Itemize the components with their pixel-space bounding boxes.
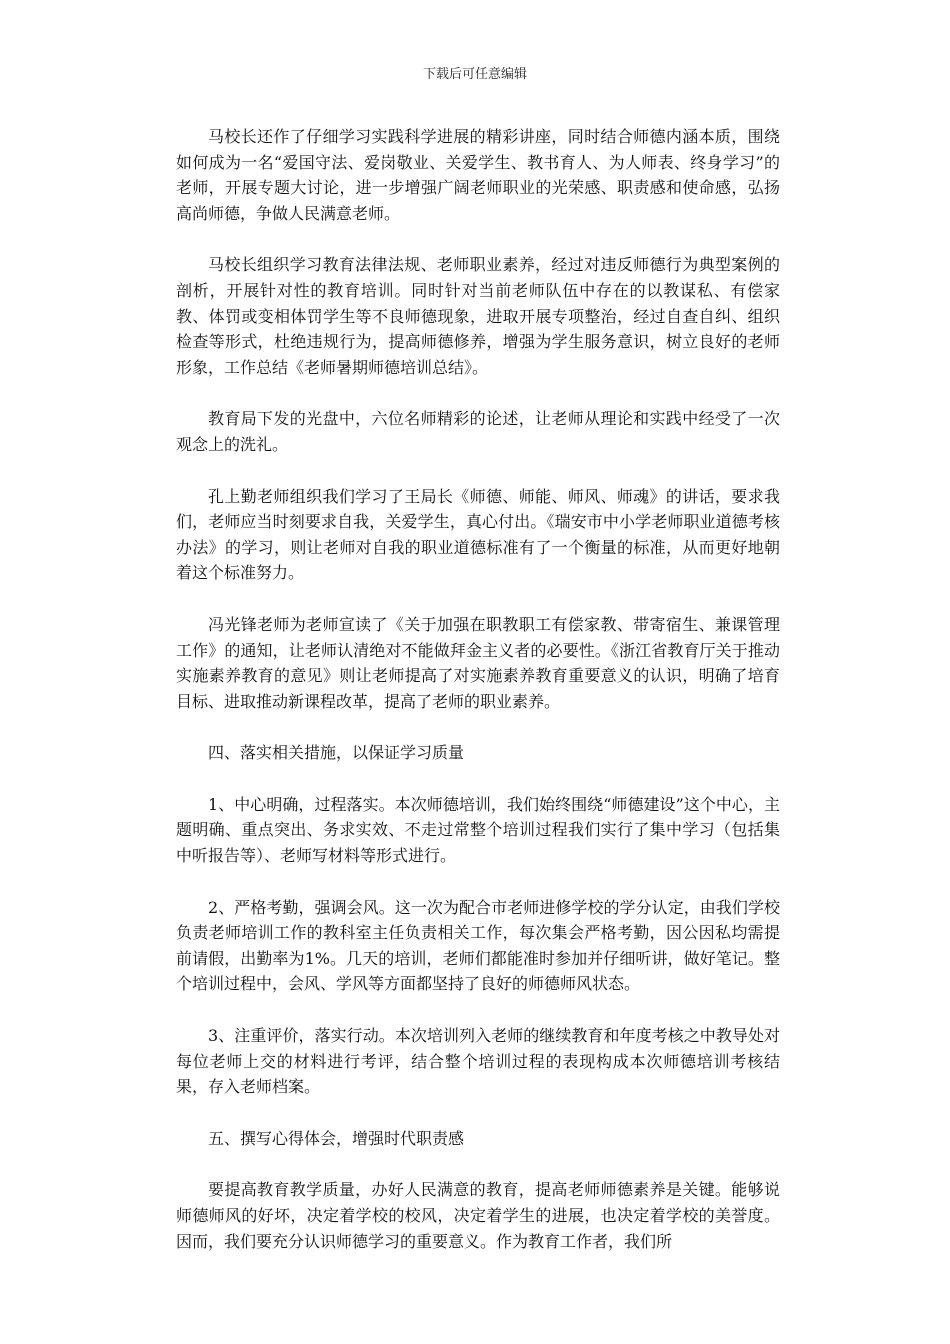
section-heading-5: 五、撰写心得体会，增强时代职责感 [208, 1128, 465, 1148]
paragraph-item-3: 3、注重评价，落实行动。本次培训列入老师的继续教育和年度考核之中教导处对每位老师上交的材料进行考评，结合整个培训过程的表现构成本次师德培训考核结果，存入老师档案。 [176, 1026, 780, 1097]
section-heading-4: 四、落实相关措施，以保证学习质量 [208, 743, 465, 763]
document-body [176, 124, 780, 1280]
paragraph-item-2: 2、严格考勤，强调会风。这一次为配合市老师进修学校的学分认定，由我们学校负责老师培训工作的教科室主任负责相关工作，每次集会严格考勤，因公因私均需提前请假，出勤率为1%。几天的培训，老师们都能准时参加并仔细听讲，做好笔记。整个培训过程中，会风、学风等方面都坚持了良好的师德师风状态。 [176, 897, 780, 994]
paragraph-conclusion: 要提高教育教学质量，办好人民满意的教育，提高老师师德素养是关键。能够说师德师风的好坏，决定着学校的校风，决定着学生的进展，也决定着学校的美誉度。因而，我们要充分认识师德学习的重要意义。作为教育工作者，我们所 [176, 1180, 780, 1251]
paragraph-lecture: 马校长还作了仔细学习实践科学进展的精彩讲座，同时结合师德内涵本质，围绕如何成为一名“爱国守法、爱岗敬业、关爱学生、教书育人、为人师表、终身学习”的老师，开展专题大讨论，进一步增强广阔老师职业的光荣感、职责感和使命感，弘扬高尚师德，争做人民满意老师。 [176, 127, 780, 223]
paragraph-kong: 孔上勤老师组织我们学习了王局长《师德、师能、师风、师魂》的讲话，要求我们，老师应当时刻要求自我，关爱学生，真心付出。《瑞安市中小学老师职业道德考核办法》的学习，则让老师对自我的职业道德标准有了一个衡量的标准，从而更好地朝着这个标准努力。 [176, 486, 780, 583]
paragraph-item-1: 1、中心明确，过程落实。本次师德培训，我们始终围绕“师德建设”这个中心，主题明确、重点突出、务求实效、不走过常整个培训过程我们实行了集中学习（包括集中听报告等）、老师写材料等形式进行。 [176, 794, 780, 866]
paragraph-disc: 教育局下发的光盘中，六位名师精彩的论述，让老师从理论和实践中经受了一次观念上的洗礼。 [176, 409, 780, 454]
page-header: 下载后可任意编辑 [422, 67, 527, 82]
paragraph-law-study: 马校长组织学习教育法律法规、老师职业素养，经过对违反师德行为典型案例的剖析，开展针对性的教育培训。同时针对当前老师队伍中存在的以教谋私、有偿家教、体罚或变相体罚学生等不良师德现象，进取开展专项整治，经过自查自纠、组织检查等形式，杜绝违规行为，提高师德修养，增强为学生服务意识，树立良好的老师形象，工作总结《老师暑期师德培训总结》。 [176, 255, 780, 377]
paragraph-feng: 冯光锋老师为老师宣读了《关于加强在职教职工有偿家教、带寄宿生、兼课管理工作》的通知，让老师认清绝对不能做拜金主义者的必要性。《浙江省教育厅关于推动实施素养教育的意见》则让老师提高了对实施素养教育重要意义的认识，明确了培育目标、进取推动新课程改革，提高了老师的职业素养。 [176, 614, 780, 711]
